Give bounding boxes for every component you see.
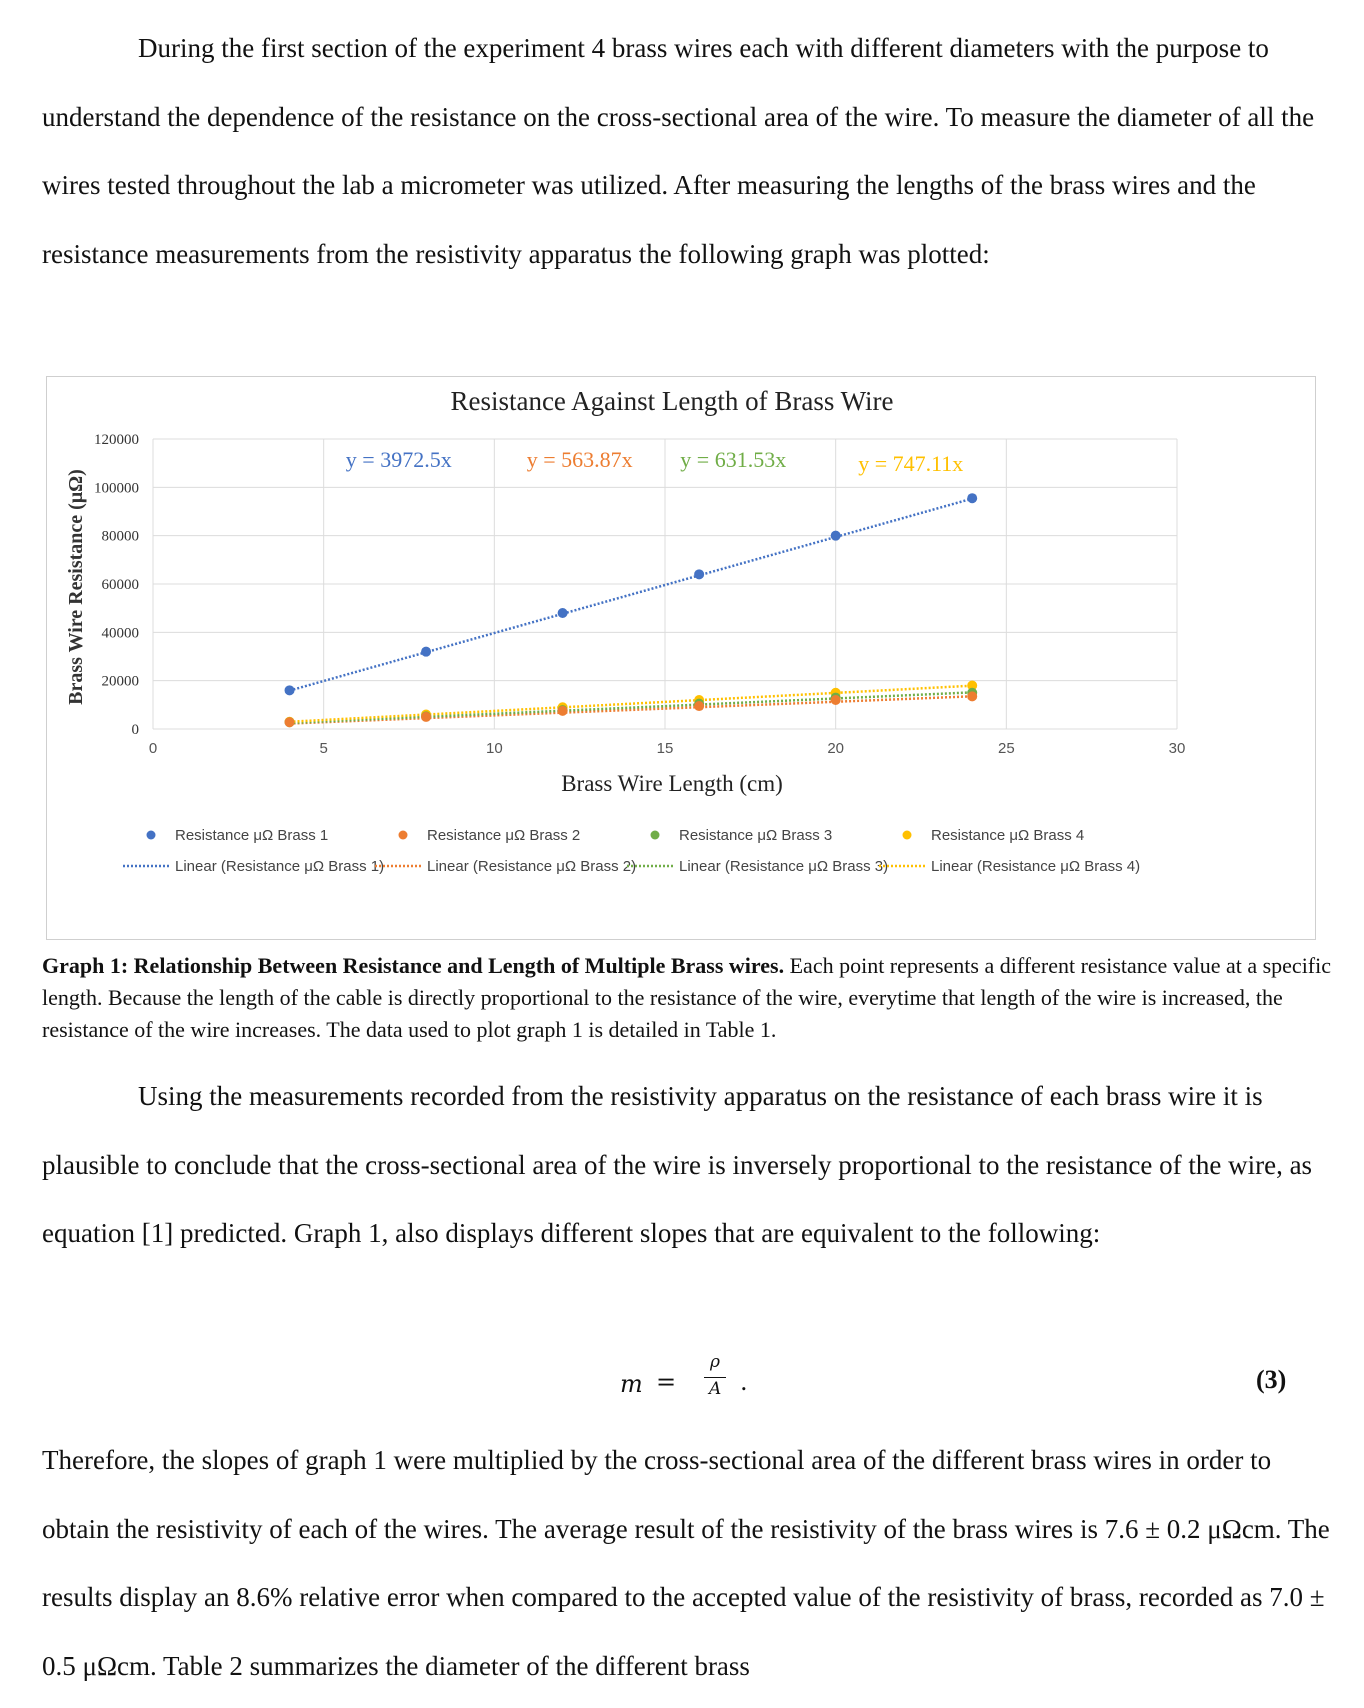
- body-paragraph-1: During the first section of the experiment 4 brass wires each with different diameters with the purpose to understand the dependence of the resistance on the cross-sectional area of the wire. To measure the diameter of all the wires tested throughout the lab a micrometer was utilized. After measuring the lengths of the brass wires and the resistance measurements from the resistivity apparatus the following graph was plotted:: [42, 33, 1315, 269]
- chart-frame: [46, 376, 1316, 940]
- body-paragraph-3: Therefore, the slopes of graph 1 were multiplied by the cross-sectional area of the different brass wires in order to obtain the resistivity of each of the wires. The average result of the resistivity of the brass wires is 7.6 ± 0.2 μΩcm. The results display an 8.6% relative error when compared to the accepted value of the resistivity of brass, recorded as 7.0 ± 0.5 μΩcm. Table 2 summarizes the diameter of the different brass: [42, 1445, 1330, 1681]
- chart-title: Resistance Against Length of Brass Wire: [450, 386, 894, 416]
- data-point: [285, 717, 295, 727]
- chart-trendlines: [290, 499, 973, 724]
- data-point: [967, 691, 977, 701]
- legend-trend-label: Linear (Resistance μΩ Brass 1): [175, 858, 385, 875]
- y-tick-label: 20000: [101, 673, 139, 690]
- x-tick-label: 15: [656, 740, 674, 757]
- x-tick-label: 5: [319, 740, 328, 757]
- data-point: [831, 695, 841, 705]
- trendline: [290, 686, 973, 722]
- trendline: [290, 692, 973, 723]
- trendline-equation: y = 631.53x: [680, 447, 787, 472]
- y-tick-label: 0: [131, 722, 139, 738]
- y-tick-label: 80000: [101, 528, 139, 545]
- equation-period: .: [740, 1368, 748, 1396]
- caption-body: Each point represents a different resistance value at a specific length. Because the length of the cable is directly proportional to the resistance of the wire, everytime that length of the wire is increased, the resistance of the wire increases. The data used to plot graph 1 is detailed in Table 1.: [42, 953, 1332, 1042]
- trendline: [290, 696, 973, 723]
- legend-label: Resistance μΩ Brass 4: [931, 827, 1085, 844]
- data-point: [558, 608, 568, 618]
- legend-label: Resistance μΩ Brass 3: [679, 827, 833, 844]
- body-paragraph-2: Using the measurements recorded from the resistivity apparatus on the resistance of each brass wire it is plausible to conclude that the cross-sectional area of the wire is inversely proportional to the resistance of the wire, as equation [1] predicted. Graph 1, also displays different slopes that are equivalent to the following:: [42, 1081, 1313, 1248]
- trendline-equation: y = 747.11x: [858, 451, 964, 476]
- x-axis-label: Brass Wire Length (cm): [561, 771, 783, 796]
- legend-trend-label: Linear (Resistance μΩ Brass 3): [679, 858, 889, 875]
- data-point: [285, 685, 295, 695]
- chart-tick-labels: [94, 432, 1185, 757]
- trendline-equation: y = 3972.5x: [345, 447, 452, 472]
- equation-numerator: ρ: [710, 1352, 720, 1372]
- legend-marker: [399, 831, 408, 840]
- equation-number: (3): [1256, 1365, 1287, 1394]
- y-tick-label: 100000: [94, 480, 139, 497]
- trendline-equation: y = 563.87x: [526, 447, 633, 472]
- x-tick-label: 20: [827, 740, 845, 757]
- legend-marker: [903, 831, 912, 840]
- x-tick-label: 25: [997, 740, 1015, 757]
- chart-equations: [346, 447, 964, 476]
- data-point: [421, 712, 431, 722]
- data-point: [558, 706, 568, 716]
- data-point: [421, 647, 431, 657]
- equation-denominator: A: [709, 1379, 722, 1399]
- data-point: [694, 569, 704, 579]
- y-axis-label: Brass Wire Resistance (μΩ): [65, 469, 87, 705]
- legend-marker: [147, 831, 156, 840]
- trendline: [290, 499, 973, 691]
- caption-title: Graph 1: Relationship Between Resistance and Length of Multiple Brass wires.: [42, 953, 785, 978]
- legend-trend-label: Linear (Resistance μΩ Brass 2): [427, 858, 637, 875]
- fraction-bar: [704, 1377, 726, 1378]
- legend-label: Resistance μΩ Brass 2: [427, 827, 581, 844]
- data-point: [831, 531, 841, 541]
- chart-legend: [123, 827, 1140, 875]
- data-point: [967, 493, 977, 503]
- legend-marker: [651, 831, 660, 840]
- legend-label: Resistance μΩ Brass 1: [175, 827, 329, 844]
- legend-trend-label: Linear (Resistance μΩ Brass 4): [931, 858, 1141, 875]
- equation-lhs: m: [620, 1370, 643, 1398]
- graph-caption: [42, 950, 1332, 1046]
- x-tick-label: 30: [1168, 740, 1186, 757]
- x-tick-label: 10: [485, 740, 503, 757]
- equation-equals: =: [656, 1368, 677, 1396]
- y-tick-label: 120000: [94, 432, 139, 448]
- resistance-length-chart: [47, 377, 1317, 941]
- x-tick-label: 0: [148, 740, 158, 757]
- y-tick-label: 40000: [101, 625, 139, 642]
- y-tick-label: 60000: [101, 577, 139, 593]
- data-point: [694, 701, 704, 711]
- equation-3: [620, 1352, 800, 1412]
